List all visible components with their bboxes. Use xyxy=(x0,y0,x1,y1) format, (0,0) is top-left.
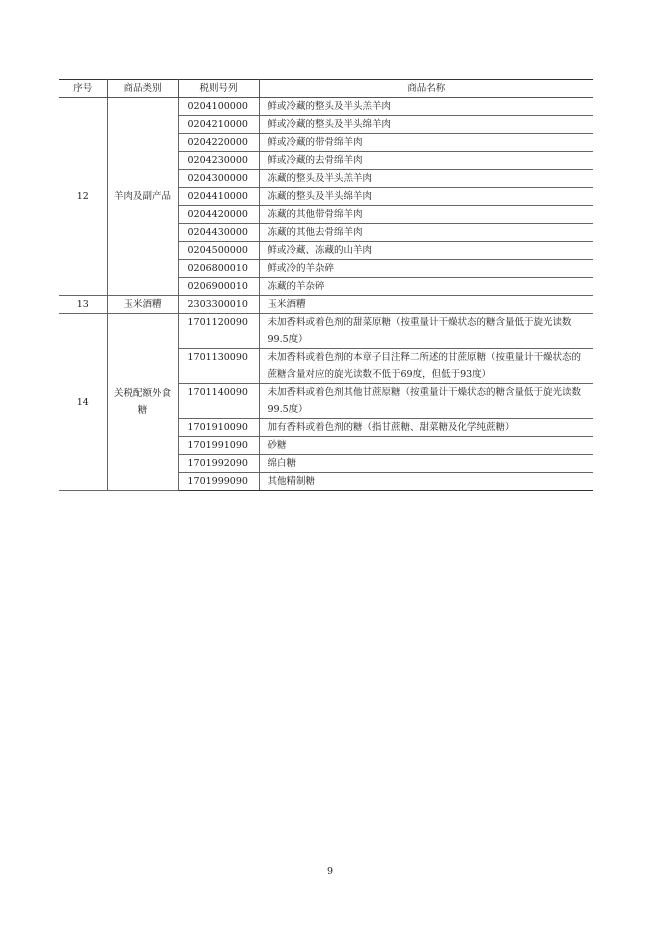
tariff-code-cell: 1701140090 xyxy=(178,384,259,419)
goods-name-cell: 冻藏的其他去骨绵羊肉 xyxy=(259,224,593,242)
table-row xyxy=(59,296,593,314)
serial-number-cell: 12 xyxy=(59,98,107,296)
table-row xyxy=(59,314,593,349)
table-row xyxy=(59,98,593,116)
tariff-code-cell: 1701130090 xyxy=(178,349,259,384)
goods-name-cell: 鲜或冷藏、冻藏的山羊肉 xyxy=(259,242,593,260)
goods-name-cell: 鲜或冷的羊杂碎 xyxy=(259,260,593,278)
tariff-code-cell: 1701999090 xyxy=(178,473,259,491)
header-row xyxy=(59,80,593,98)
category-cell: 玉米酒糟 xyxy=(107,296,178,314)
serial-number-cell: 13 xyxy=(59,296,107,314)
tariff-code-cell: 0204430000 xyxy=(178,224,259,242)
tariff-code-cell: 1701991090 xyxy=(178,437,259,455)
header-tariff-code: 税则号列 xyxy=(178,80,259,98)
goods-name-cell: 冻藏的其他带骨绵羊肉 xyxy=(259,206,593,224)
table-header xyxy=(59,80,593,98)
header-goods-category: 商品类别 xyxy=(107,80,178,98)
serial-number-cell: 14 xyxy=(59,314,107,491)
tariff-code-cell: 0204500000 xyxy=(178,242,259,260)
category-cell: 羊肉及副产品 xyxy=(107,98,178,296)
goods-name-cell: 未加香料或着色剂的甜菜原糖（按重量计干燥状态的糖含量低于旋光读数99.5度） xyxy=(259,314,593,349)
tariff-code-cell: 0204220000 xyxy=(178,134,259,152)
goods-name-cell: 玉米酒糟 xyxy=(259,296,593,314)
tariff-code-cell: 0204210000 xyxy=(178,116,259,134)
tariff-code-cell: 0204230000 xyxy=(178,152,259,170)
tariff-code-cell: 1701992090 xyxy=(178,455,259,473)
tariff-code-cell: 0204100000 xyxy=(178,98,259,116)
goods-name-cell: 鲜或冷藏的整头及半头绵羊肉 xyxy=(259,116,593,134)
goods-name-cell: 砂糖 xyxy=(259,437,593,455)
category-cell: 关税配额外食糖 xyxy=(107,314,178,491)
goods-name-cell: 其他精制糖 xyxy=(259,473,593,491)
tariff-code-cell: 0206800010 xyxy=(178,260,259,278)
header-goods-name: 商品名称 xyxy=(259,80,593,98)
goods-name-cell: 未加香料或着色剂其他甘蔗原糖（按重量计干燥状态的糖含量低于旋光读数99.5度） xyxy=(259,384,593,419)
tariff-code-cell: 0206900010 xyxy=(178,278,259,296)
tariff-code-cell: 0204300000 xyxy=(178,170,259,188)
goods-name-cell: 绵白糖 xyxy=(259,455,593,473)
tariff-goods-table xyxy=(59,79,593,491)
tariff-code-cell: 2303300010 xyxy=(178,296,259,314)
tariff-code-cell: 1701910090 xyxy=(178,419,259,437)
goods-name-cell: 冻藏的整头及半头绵羊肉 xyxy=(259,188,593,206)
goods-name-cell: 鲜或冷藏的整头及半头羔羊肉 xyxy=(259,98,593,116)
goods-name-cell: 鲜或冷藏的带骨绵羊肉 xyxy=(259,134,593,152)
tariff-code-cell: 0204410000 xyxy=(178,188,259,206)
goods-name-cell: 加有香料或着色剂的糖（指甘蔗糖、甜菜糖及化学纯蔗糖） xyxy=(259,419,593,437)
goods-name-cell: 冻藏的羊杂碎 xyxy=(259,278,593,296)
goods-name-cell: 未加香料或着色剂的本章子目注释二所述的甘蔗原糖（按重量计干燥状态的蔗糖含量对应的旋光读数不低于69度，但低于93度） xyxy=(259,349,593,384)
header-serial-number: 序号 xyxy=(59,80,107,98)
goods-name-cell: 鲜或冷藏的去骨绵羊肉 xyxy=(259,152,593,170)
goods-name-cell: 冻藏的整头及半头羔羊肉 xyxy=(259,170,593,188)
tariff-code-cell: 0204420000 xyxy=(178,206,259,224)
tariff-code-cell: 1701120090 xyxy=(178,314,259,349)
page-number: 9 xyxy=(326,866,334,877)
